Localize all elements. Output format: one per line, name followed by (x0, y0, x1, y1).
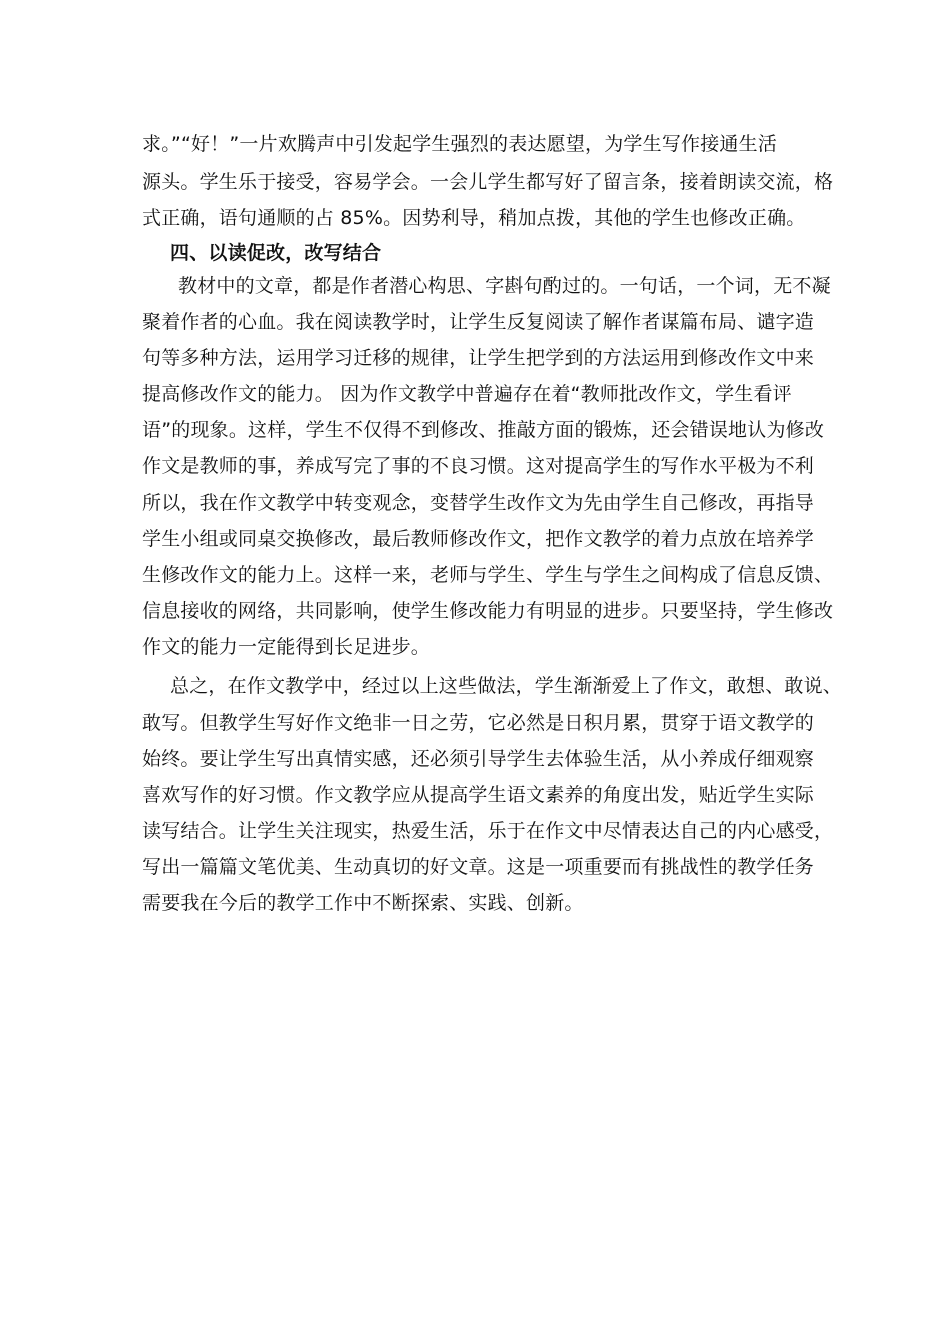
paragraph-first-line: 教材中的文章，都是作者潜心构思、字斟句酌过的。一句话，一个词，无不凝 (178, 275, 831, 297)
text-line: 读写结合。让学生关注现实，热爱生活，乐于在作文中尽情表达自己的内心感受， (142, 820, 834, 842)
text-line: 句等多种方法，运用学习迁移的规律，让学生把学到的方法运用到修改作文中来 (142, 347, 815, 369)
text-line: 生修改作文的能力上。这样一来，老师与学生、学生与学生之间构成了信息反馈、 (142, 564, 834, 586)
text-line: 源头。学生乐于接受，容易学会。一会儿学生都写好了留言条，接着朗读交流，格 (142, 171, 834, 193)
text-line: 信息接收的网络，共同影响，使学生修改能力有明显的进步。只要坚持，学生修改 (142, 600, 834, 622)
text-line: 式正确，语句通顺的占 85%。因势利导，稍加点拨，其他的学生也修改正确。 (142, 207, 806, 229)
text-line: 敢写。但教学生写好作文绝非一日之劳，它必然是日积月累，贯穿于语文教学的 (142, 712, 815, 734)
text-line: 写出一篇篇文笔优美、生动真切的好文章。这是一项重要而有挑战性的教学任务 (142, 856, 815, 878)
text-line: 作文是教师的事，养成写完了事的不良习惯。这对提高学生的写作水平极为不利 (142, 455, 815, 477)
text-line: 始终。要让学生写出真情实感，还必须引导学生去体验生活，从小养成仔细观察 (142, 748, 815, 770)
section-heading: 四、以读促改，改写结合 (170, 242, 382, 264)
text-line: 需要我在今后的教学工作中不断探索、实践、创新。 (142, 892, 584, 914)
text-line: 聚着作者的心血。我在阅读教学时，让学生反复阅读了解作者谋篇布局、谴字造 (142, 311, 815, 333)
text-line: 提高修改作文的能力。 因为作文教学中普遍存在着“教师批改作文，学生看评 (142, 383, 792, 405)
text-line: 语”的现象。这样，学生不仅得不到修改、推敲方面的锻炼，还会错误地认为修改 (142, 419, 825, 441)
paragraph-first-line: 总之，在作文教学中，经过以上这些做法，学生渐渐爱上了作文，敢想、敢说、 (170, 675, 843, 697)
text-line: 喜欢写作的好习惯。作文教学应从提高学生语文素养的角度出发，贴近学生实际 (142, 784, 815, 806)
text-line: 学生小组或同桌交换修改，最后教师修改作文，把作文教学的着力点放在培养学 (142, 528, 815, 550)
text-line: 作文的能力一定能得到长足进步。 (142, 636, 431, 658)
text-line: 所以，我在作文教学中转变观念，变替学生改作文为先由学生自己修改，再指导 (142, 492, 815, 514)
text-line: 求。”“好！”一片欢腾声中引发起学生强烈的表达愿望，为学生写作接通生活 (142, 133, 778, 155)
